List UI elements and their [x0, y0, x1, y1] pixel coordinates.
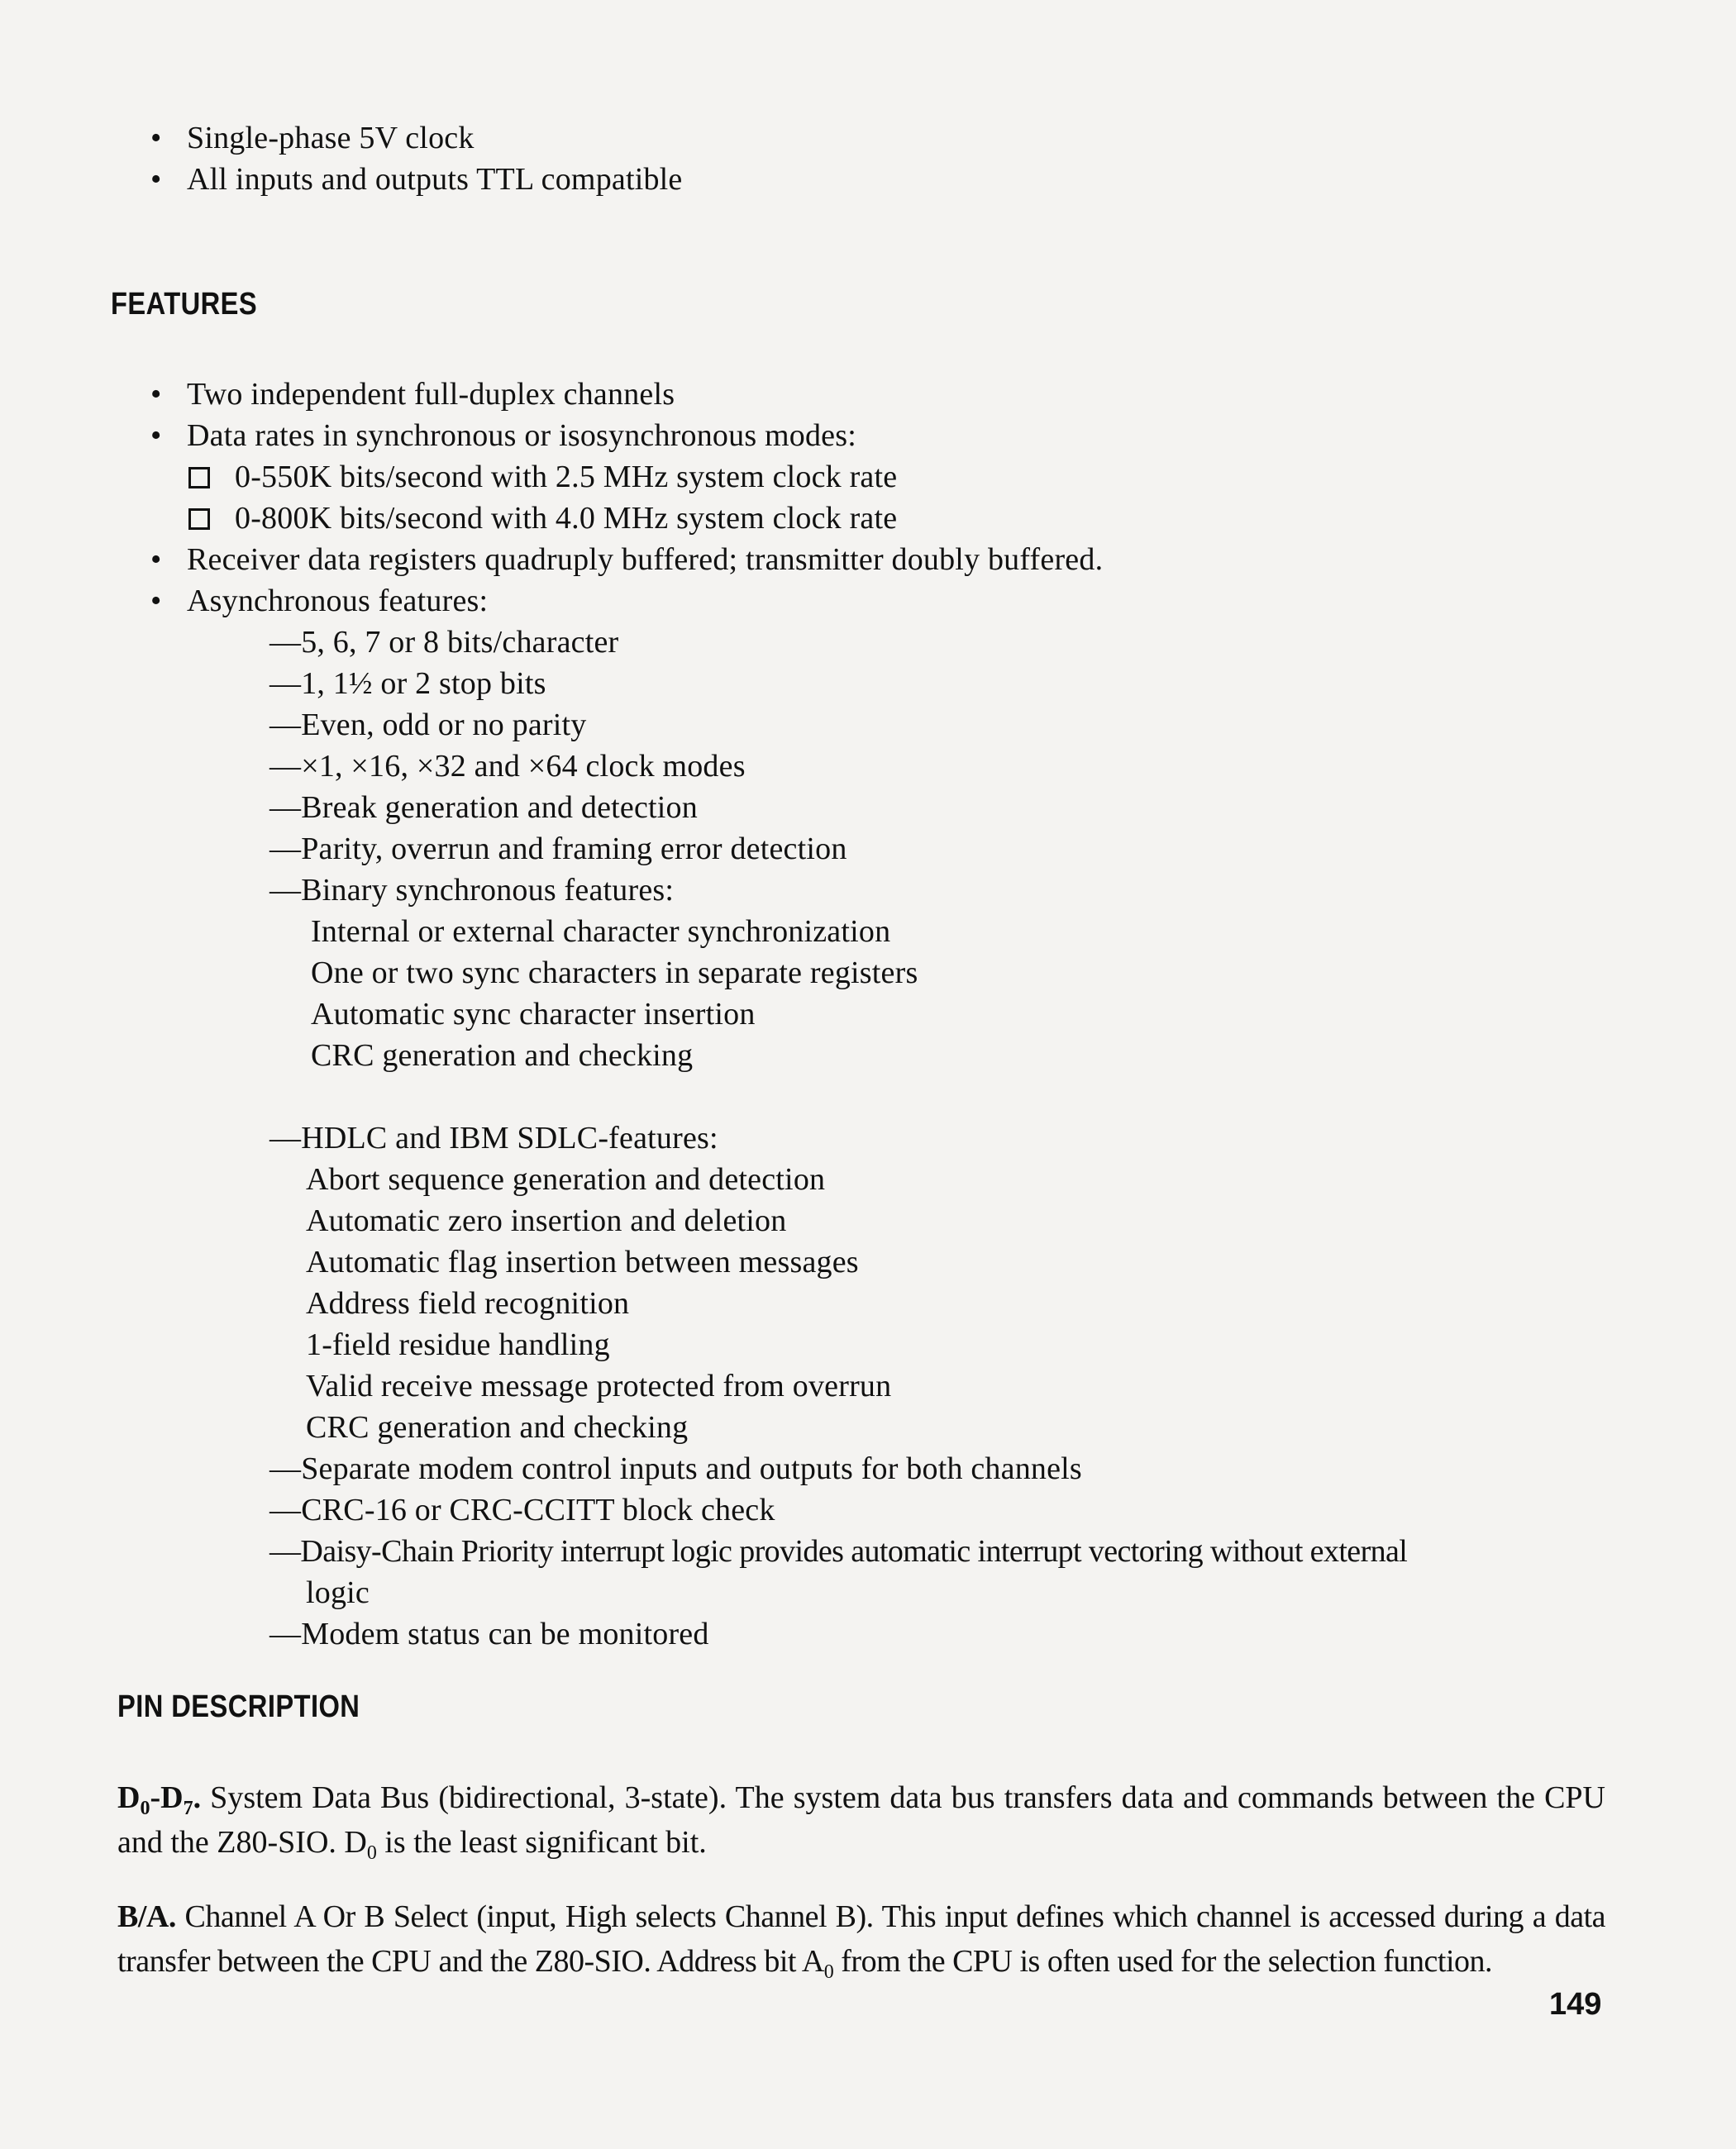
- rate-item-2: 0-800K bits/second with 4.0 MHz system clock rate: [235, 501, 898, 536]
- checkbox-square-icon: [188, 508, 210, 530]
- hdlc-heading: —HDLC and IBM SDLC-features:: [269, 1121, 718, 1156]
- feature-item: —Daisy-Chain Priority interrupt logic provides automatic interrupt vectoring without external: [269, 1534, 1408, 1569]
- async-item: —Even, odd or no parity: [269, 708, 587, 742]
- top-bullet-2: All inputs and outputs TTL compatible: [187, 162, 683, 197]
- page-number: 149: [1549, 1987, 1602, 2022]
- pin-term: $D_0-D_7$.: [117, 1780, 202, 1819]
- feature-item-continuation: logic: [306, 1575, 370, 1610]
- bullet-dot: •: [150, 542, 162, 577]
- async-item: —Binary synchronous features:: [269, 873, 675, 908]
- bisync-item: One or two sync characters in separate registers: [311, 955, 918, 990]
- feature-bullet-3: Receiver data registers quadruply buffered; transmitter doubly buffered.: [187, 542, 1104, 577]
- pin-ba-paragraph: B/A. Channel A Or B Select (input, High selects Channel B). This input defines which channel is accessed during a data transfer between the CPU and the Z80-SIO. Address bit $A_0$ from the CPU is often used for the selection function.: [117, 1899, 1605, 1983]
- hdlc-item: Abort sequence generation and detection: [306, 1162, 826, 1197]
- feature-item: —CRC-16 or CRC-CCITT block check: [269, 1493, 775, 1527]
- bullet-dot: •: [150, 418, 162, 453]
- feature-item: —Modem status can be monitored: [269, 1617, 709, 1651]
- bisync-item: Automatic sync character insertion: [311, 997, 756, 1032]
- feature-bullet-2: Data rates in synchronous or isosynchronous modes:: [187, 418, 856, 453]
- async-item: —Parity, overrun and framing error detection: [269, 831, 847, 866]
- hdlc-item: Automatic zero insertion and deletion: [306, 1203, 787, 1238]
- features-heading: FEATURES: [111, 287, 258, 322]
- async-item: —5, 6, 7 or 8 bits/character: [269, 625, 619, 660]
- pin-d0-d7-paragraph: $D_0-D_7$. System Data Bus (bidirectional, 3-state). The system data bus transfers data and commands between the CPU and the Z80-SIO. $D_0$ is the least significant bit.: [117, 1780, 1605, 1864]
- rate-item-1: 0-550K bits/second with 2.5 MHz system clock rate: [235, 460, 898, 494]
- feature-bullet-4: Asynchronous features:: [187, 584, 489, 618]
- async-item: —1, 1½ or 2 stop bits: [269, 666, 546, 701]
- hdlc-item: Address field recognition: [306, 1286, 630, 1321]
- hdlc-item: 1-field residue handling: [306, 1327, 610, 1362]
- pin-description-heading: PIN DESCRIPTION: [117, 1689, 360, 1724]
- hdlc-item: Valid receive message protected from overrun: [306, 1369, 892, 1403]
- async-item: —×1, ×16, ×32 and ×64 clock modes: [269, 749, 746, 784]
- top-bullet-1: Single-phase 5V clock: [187, 121, 475, 155]
- bisync-item: CRC generation and checking: [311, 1038, 694, 1073]
- bullet-dot: •: [150, 584, 162, 618]
- bisync-item: Internal or external character synchronization: [311, 914, 891, 949]
- hdlc-item: Automatic flag insertion between messages: [306, 1245, 859, 1279]
- checkbox-square-icon: [188, 467, 210, 488]
- async-item: —Break generation and detection: [269, 790, 698, 825]
- feature-item: —Separate modem control inputs and outputs for both channels: [269, 1451, 1082, 1486]
- bullet-dot: •: [150, 377, 162, 412]
- hdlc-item: CRC generation and checking: [306, 1410, 689, 1445]
- bullet-dot: •: [150, 121, 162, 155]
- bullet-dot: •: [150, 162, 162, 197]
- pin-term: B/A.: [117, 1899, 176, 1934]
- feature-bullet-1: Two independent full-duplex channels: [187, 377, 675, 412]
